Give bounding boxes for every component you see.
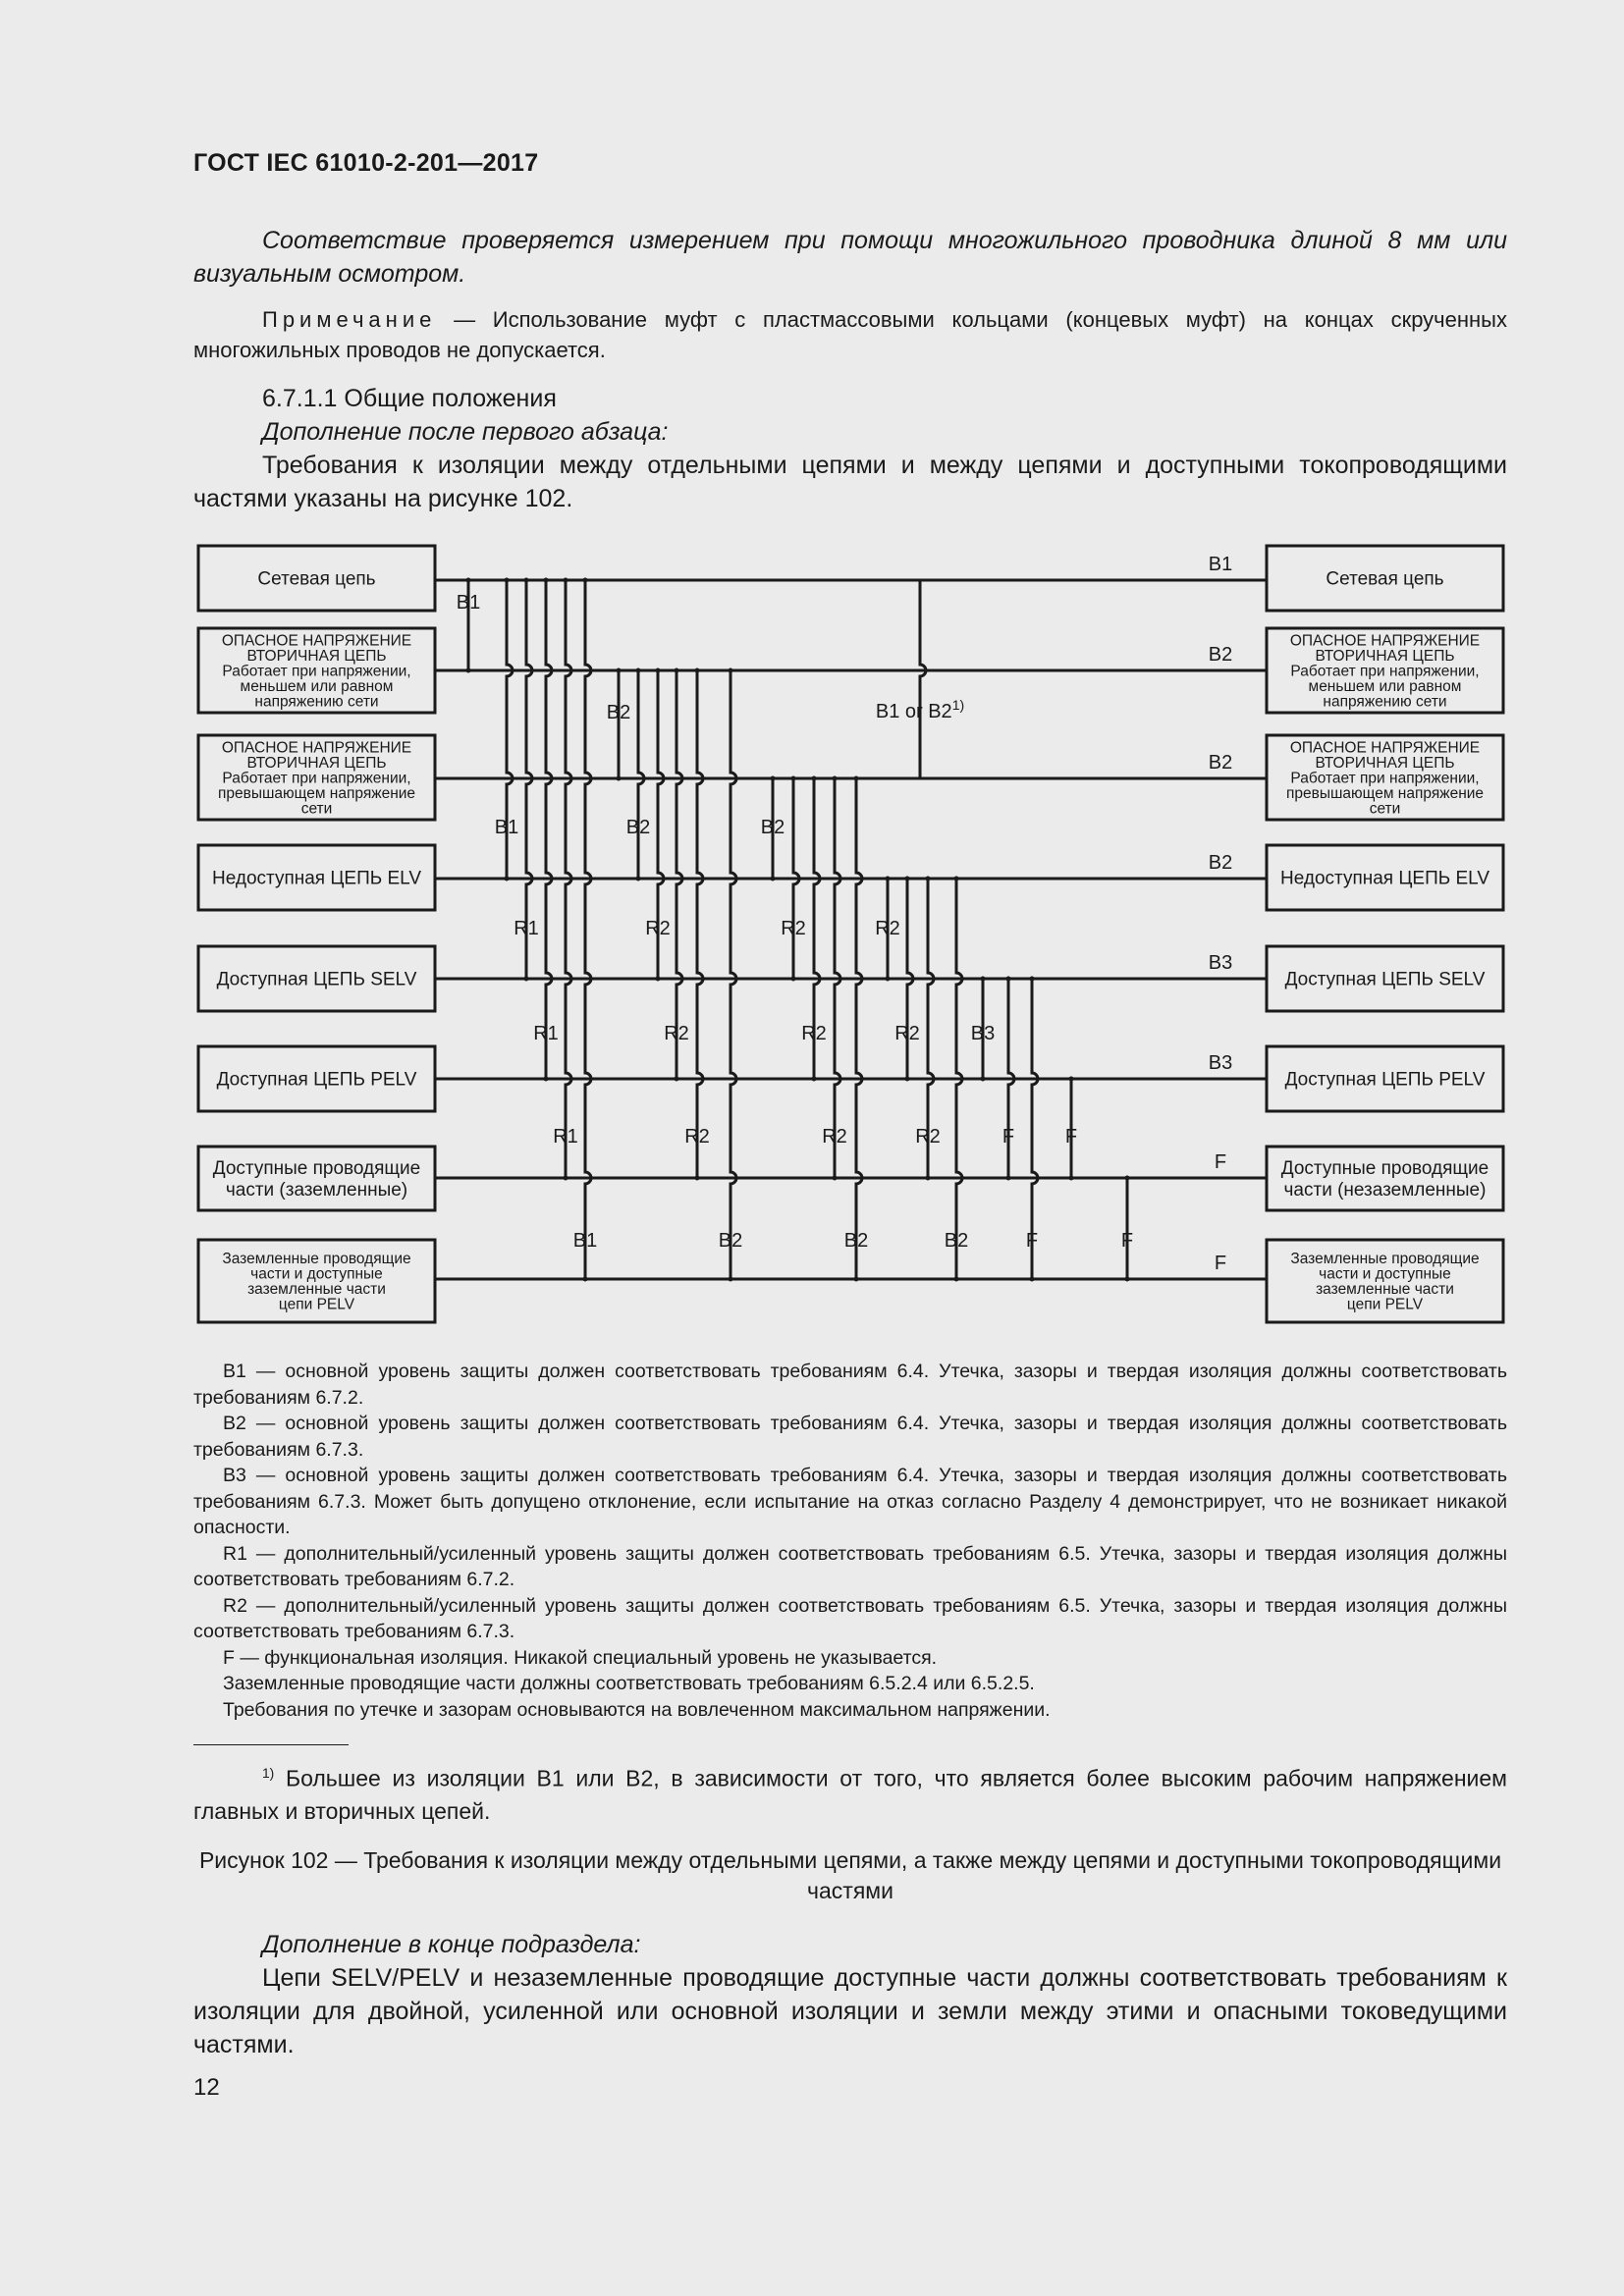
connector-b2 [731,670,736,1279]
connector-label-b2: B2 [606,702,631,723]
junction-dot [791,776,796,781]
circuit-box-text: заземленные части [247,1281,386,1299]
footnote-mark: 1) [262,1766,275,1781]
figure-caption: Рисунок 102 — Требования к изоляции между отдельными цепями, а также между цепями и доступными токопроводящими частями [198,1847,1502,1903]
junction-dot [564,1176,568,1181]
connector-label-b2: B2 [625,817,651,838]
circuit-box-text: Работает при напряжении, [1290,663,1480,680]
junction-dot [812,776,817,781]
legend-item-r1: R1 — дополнительный/усиленный уровень защиты должен соответствовать требованиям 6.5. Утечка, зазоры и твердая изоляция должны соответствовать требованиям 6.7.2. [193,1542,1507,1590]
legend-item-grounded: Заземленные проводящие части должны соответствовать требованиям 6.5.2.4 или 6.5.2.5. [223,1673,1035,1694]
circuit-box-text: цепи PELV [1346,1296,1424,1313]
junction-dot [729,1277,733,1282]
circuit-box-text: напряжению сети [1323,693,1447,711]
junction-dot [583,1277,588,1282]
closing-addition: Дополнение в конце подраздела: [262,1931,641,1958]
circuit-box-text: Работает при напряжении, [1290,770,1480,787]
circuit-box-text: части и доступные [1319,1265,1451,1283]
junction-dot [954,877,959,881]
connector-label-f: F [1001,1126,1015,1148]
junction-dot [656,977,661,982]
connector-label-b1: B1 [494,817,519,838]
note-label: Примечание [262,307,437,332]
section-heading: 6.7.1.1 Общие положения [262,385,557,412]
bus-label: F [1214,1151,1227,1173]
connector-label-f: F [1025,1230,1039,1252]
legend-item-r2: R2 — дополнительный/усиленный уровень защиты должен соответствовать требованиям 6.5. Утечка, зазоры и твердая изоляция должны соответствовать требованиям 6.7.3. [193,1594,1507,1642]
document-header: ГОСТ IEC 61010-2-201—2017 [193,149,539,177]
legend [193,1359,1507,1723]
junction-dot [905,877,910,881]
note-text: — Использование муфт с пластмассовыми кольцами (концевых муфт) на концах скрученных многожильных проводов не допускается. [193,307,1507,362]
connector-label-r2: R2 [684,1126,710,1148]
connector-b2 [856,778,862,1279]
legend-item-creepage: Требования по утечке и зазорам основываются на вовлеченном максимальном напряжении. [223,1698,1051,1721]
connector-label-f: F [1120,1230,1134,1252]
center-label: B1 or B2$^{1)}$ [875,697,965,722]
connector-label-r2: R2 [875,918,900,939]
circuit-box-text: Сетевая цепь [1326,568,1444,590]
circuit-box-text: ВТОРИЧНАЯ ЦЕПЬ [246,647,387,665]
junction-dot [524,977,529,982]
junction-dot [854,1277,859,1282]
connector-label-r2: R2 [645,918,671,939]
junction-dot [833,776,838,781]
footnote [193,1757,1507,1828]
junction-dot [1069,1077,1074,1082]
junction-dot [505,877,510,881]
connector-b1-or-b2 [920,580,926,778]
circuit-box-text: ВТОРИЧНАЯ ЦЕПЬ [1315,647,1455,665]
circuit-box-text: ВТОРИЧНАЯ ЦЕПЬ [246,754,387,772]
junction-dot [1030,1277,1035,1282]
circuit-box-text: ВТОРИЧНАЯ ЦЕПЬ [1315,754,1455,772]
bus-label: B1 [1208,554,1233,575]
junction-dot [1069,1176,1074,1181]
circuit-box-text: Работает при напряжении, [222,770,411,787]
junction-dot [675,668,679,673]
connector-label-b1: B1 [456,592,481,614]
circuit-box-text: части (незаземленные) [1283,1180,1487,1201]
circuit-box-text: Доступная ЦЕПЬ SELV [1284,969,1486,990]
connector-label-r1: R1 [553,1126,578,1148]
circuit-box-text: Заземленные проводящие [222,1251,411,1268]
junction-dot [981,1077,986,1082]
junction-dot [564,578,568,583]
connector-label-b2: B2 [944,1230,969,1252]
closing-text: Цепи SELV/PELV и незаземленные проводящие доступные части должны соответствовать требованиям к изоляции для двойной, усиленной или основной изоляции и земли между этими и опасными токоведущими частями. [193,1964,1507,2058]
circuit-box-text: Доступные проводящие [212,1158,421,1180]
circuit-box-text: меньшем или равном [240,677,394,695]
bus-label: B2 [1208,852,1233,874]
circuit-box-text: Заземленные проводящие [1290,1251,1480,1268]
bus-label: B3 [1208,952,1233,974]
connector-label-r2: R2 [781,918,806,939]
junction-dot [636,668,641,673]
circuit-box-text: сети [1369,800,1401,818]
junction-dot [1006,1176,1011,1181]
circuit-box-text: ОПАСНОЕ НАПРЯЖЕНИЕ [1289,632,1481,650]
addition-heading: Дополнение после первого абзаца: [262,418,669,446]
connector-r2 [697,670,703,1178]
footnote-text: Большее из изоляции B1 или B2, в зависимости от того, что является более высоким рабочим напряжением главных и вторичных цепей. [193,1765,1507,1824]
junction-dot [981,977,986,982]
junction-dot [926,877,931,881]
legend-item-f: F — функциональная изоляция. Никакой специальный уровень не указывается. [223,1646,938,1669]
requirement-text: Требования к изоляции между отдельными цепями и между цепями и доступными токопроводящими частями указаны на рисунке 102. [193,452,1507,512]
circuit-box-text: ОПАСНОЕ НАПРЯЖЕНИЕ [221,632,412,650]
junction-dot [833,1176,838,1181]
legend-item-b2: B2 — основной уровень защиты должен соответствовать требованиям 6.4. Утечка, зазоры и твердая изоляция должны соответствовать требованиям 6.7.3. [193,1413,1507,1461]
circuit-box-text: Доступная ЦЕПЬ PELV [1284,1069,1486,1091]
page-number: 12 [193,2074,220,2101]
connector-b2 [638,670,644,879]
junction-dot [729,668,733,673]
connector-label-f: F [1064,1126,1078,1148]
legend-item-b3: B3 — основной уровень защиты должен соответствовать требованиям 6.4. Утечка, зазоры и твердая изоляция должны соответствовать требованиям 6.7.3. Может быть допущено отклонение, если испытание на отказ согласно Разделу 4 демонстрирует, что не возникает никакой опасности. [193,1465,1507,1538]
junction-dot [466,668,471,673]
junction-dot [524,578,529,583]
junction-dot [771,776,776,781]
junction-dot [886,977,891,982]
junction-dot [695,668,700,673]
junction-dot [1125,1176,1130,1181]
circuit-box-text: напряжению сети [254,693,379,711]
footnote-rule [193,1744,349,1745]
junction-dot [1030,977,1035,982]
compliance-text: Соответствие проверяется измерением при помощи многожильного проводника длиной 8 мм или визуальным осмотром. [193,227,1507,288]
junction-dot [886,877,891,881]
circuit-box-text: Работает при напряжении, [222,663,411,680]
bus-label: B3 [1208,1052,1233,1074]
connector-label-r2: R2 [822,1126,847,1148]
connector-label-b2: B2 [760,817,785,838]
junction-dot [812,1077,817,1082]
junction-dot [466,578,471,583]
connector-r2 [677,670,682,1079]
circuit-box-text: Доступная ЦЕПЬ PELV [216,1069,417,1091]
junction-dot [926,1176,931,1181]
circuit-box-text: меньшем или равном [1308,677,1462,695]
connector-label-r2: R2 [664,1023,689,1044]
junction-dot [854,776,859,781]
circuit-box-text: заземленные части [1316,1281,1454,1299]
circuit-box-text: Недоступная ЦЕПЬ ELV [212,868,421,889]
connector-label-r2: R2 [915,1126,941,1148]
legend-item-b1: B1 — основной уровень защиты должен соответствовать требованиям 6.4. Утечка, зазоры и твердая изоляция должны соответствовать требованиям 6.7.2. [193,1361,1507,1409]
circuit-box-text: цепи PELV [278,1296,355,1313]
circuit-box-text: части (заземленные) [225,1180,408,1201]
connector-label-b3: B3 [970,1023,996,1044]
junction-dot [583,578,588,583]
circuit-box-text: сети [300,800,333,818]
connector-r1 [546,580,552,1079]
bus-label: B2 [1208,752,1233,774]
junction-dot [905,1077,910,1082]
bus-label: B2 [1208,644,1233,666]
connector-label-r1: R1 [514,918,539,939]
connector-label-r1: R1 [533,1023,559,1044]
circuit-box-text: части и доступные [250,1265,383,1283]
connector-b1 [585,580,591,1279]
circuit-box-text: Недоступная ЦЕПЬ ELV [1280,868,1489,889]
junction-dot [636,877,641,881]
junction-dot [544,578,549,583]
junction-dot [695,1176,700,1181]
junction-dot [617,776,622,781]
junction-dot [1006,977,1011,982]
circuit-box-text: Доступные проводящие [1280,1158,1489,1180]
bus-label: F [1214,1253,1227,1274]
circuit-box-text: Сетевая цепь [257,568,376,590]
connector-label-b1: B1 [572,1230,598,1252]
connector-label-b2: B2 [843,1230,869,1252]
circuit-box-text: превышающем напряжение [217,784,416,802]
circuit-box-text: ОПАСНОЕ НАПРЯЖЕНИЕ [1289,739,1481,757]
junction-dot [954,1277,959,1282]
junction-dot [1125,1277,1130,1282]
junction-dot [617,668,622,673]
junction-dot [771,877,776,881]
circuit-box-text: превышающем напряжение [1285,784,1485,802]
junction-dot [505,578,510,583]
junction-dot [544,1077,549,1082]
circuit-box-text: ОПАСНОЕ НАПРЯЖЕНИЕ [221,739,412,757]
junction-dot [656,668,661,673]
junction-dot [675,1077,679,1082]
connector-label-r2: R2 [801,1023,827,1044]
connector-label-b2: B2 [718,1230,743,1252]
circuit-box-text: Доступная ЦЕПЬ SELV [216,969,417,990]
connector-label-r2: R2 [894,1023,920,1044]
junction-dot [791,977,796,982]
